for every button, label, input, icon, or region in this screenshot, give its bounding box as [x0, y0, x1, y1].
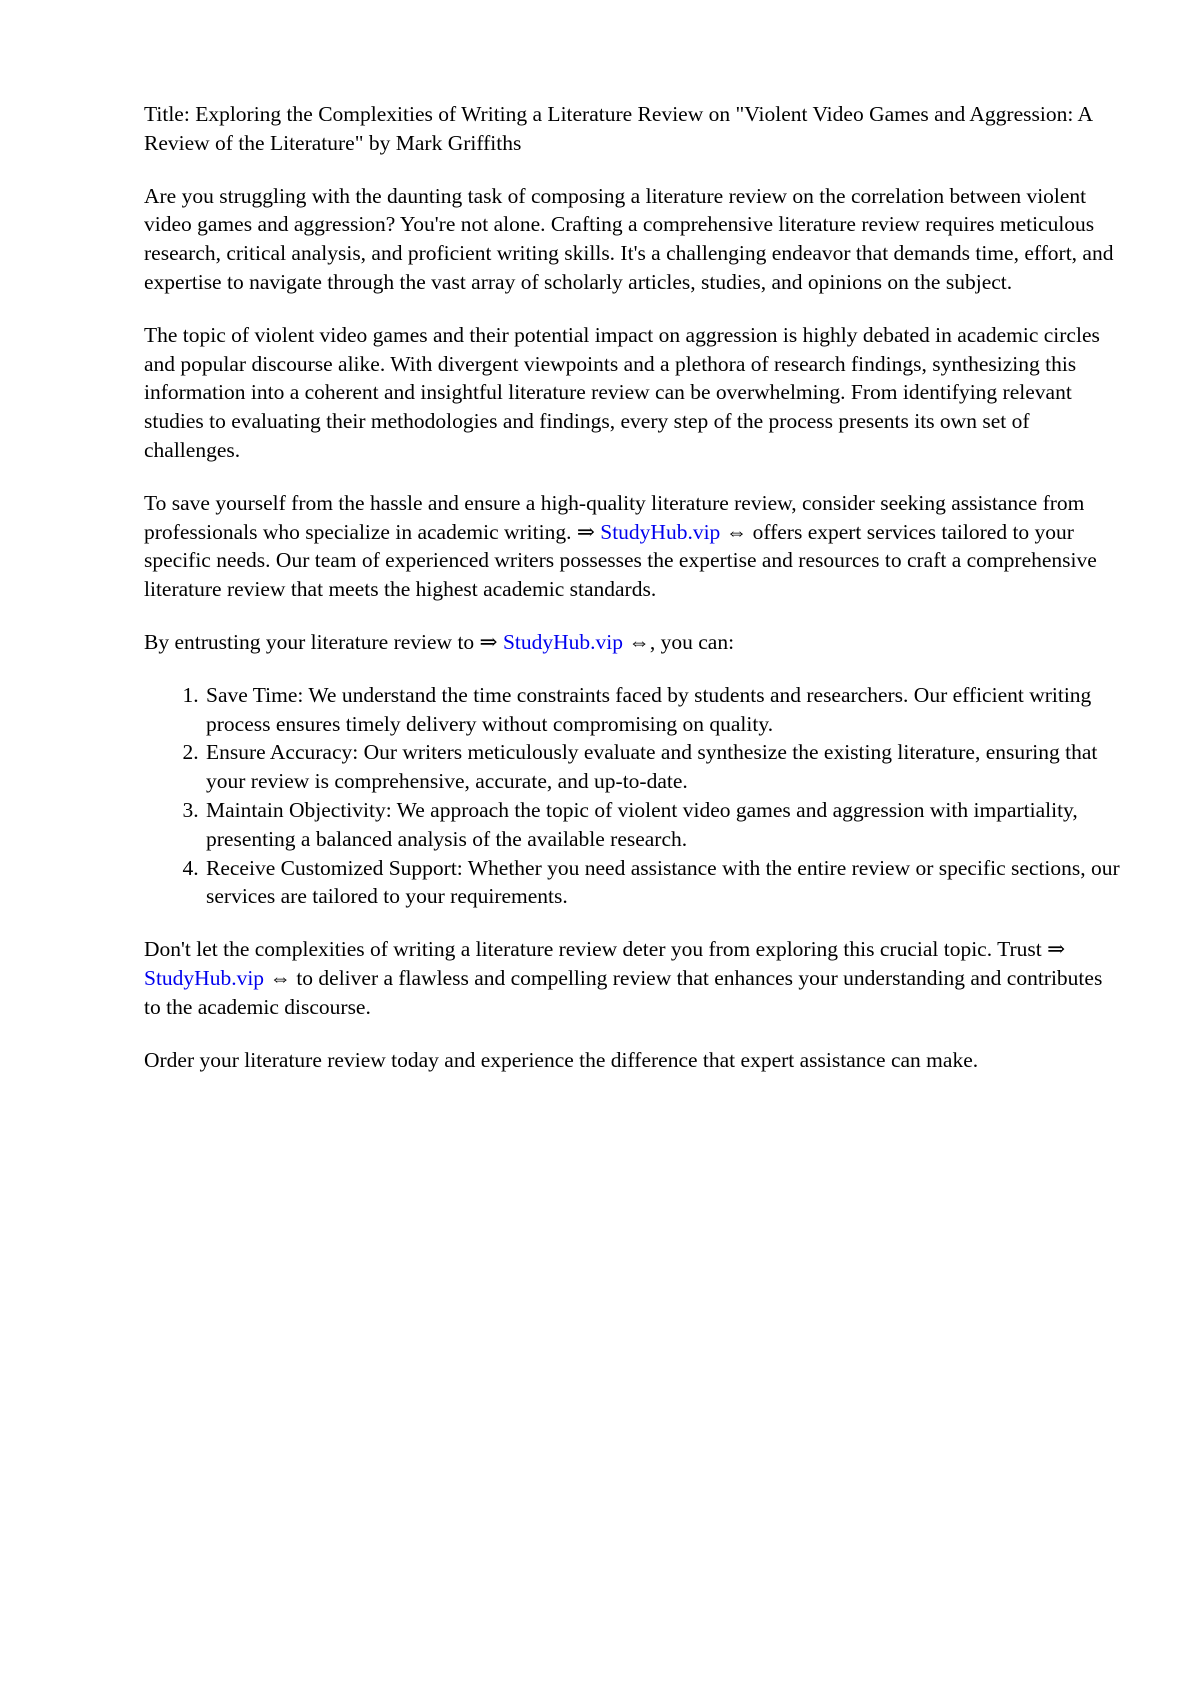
benefits-list [144, 681, 1124, 911]
list-item: 4. Receive Customized Support: Whether you need assistance with the entire review or specific sections, our services are tailored to your requirements. [204, 854, 1124, 912]
closing-paragraph [144, 935, 1124, 1021]
list-item: 1. Save Time: We understand the time constraints faced by students and researchers. Our efficient writing process ensures timely delivery without compromising on quality. [204, 681, 1124, 739]
intro-paragraph: Are you struggling with the daunting task of composing a literature review on the correlation between violent video games and aggression? You're not alone. Crafting a comprehensive literature review requires meticulous research, critical analysis, and proficient writing skills. It's a challenging endeavor that demands time, effort, and expertise to navigate through the vast array of scholarly articles, studies, and opinions on the subject. [144, 183, 1114, 294]
list-item: 3. Maintain Objectivity: We approach the topic of violent video games and aggression with impartiality, presenting a balanced analysis of the available research. [204, 796, 1124, 854]
studyhub-link[interactable]: StudyHub.vip [502, 629, 624, 654]
document-title: Title: Exploring the Complexities of Writing a Literature Review on "Violent Video Games and Aggression: A Review of the Literature" by Mark Griffiths [144, 102, 1092, 155]
assistance-paragraph [144, 489, 1124, 604]
studyhub-link[interactable]: StudyHub.vip [144, 965, 265, 990]
list-item: 2. Ensure Accuracy: Our writers meticulously evaluate and synthesize the existing literature, ensuring that your review is comprehensive, accurate, and up-to-date. [204, 738, 1124, 796]
entrusting-text-after: ⇔, you can: [623, 629, 735, 654]
assistance-text-before: To save yourself from the hassle and ensure a high-quality literature review, consider seeking assistance from professionals who specialize in academic writing. ⇒ [144, 490, 1085, 544]
entrusting-paragraph [144, 628, 1124, 657]
entrusting-text-before: By entrusting your literature review to ⇒ [144, 629, 503, 654]
final-paragraph: Order your literature review today and experience the difference that expert assistance can make. [144, 1047, 979, 1072]
topic-paragraph: The topic of violent video games and their potential impact on aggression is highly debated in academic circles and popular discourse alike. With divergent viewpoints and a plethora of research findings, synthesizing this information into a coherent and insightful literature review can be overwhelming. From identifying relevant studies to evaluating their methodologies and findings, every step of the process presents its own set of challenges. [144, 322, 1100, 462]
closing-text-before: Don't let the complexities of writing a literature review deter you from exploring this crucial topic. Trust ⇒ [144, 937, 1066, 962]
document-body [144, 100, 1124, 1098]
assistance-text-after: ⇔ offers expert services tailored to your specific needs. Our team of experienced writers possesses the expertise and resources to craft a comprehensive literature review that meets the highest academic standards. [144, 519, 1097, 602]
closing-text-after: ⇔ to deliver a flawless and compelling review that enhances your understanding and contributes to the academic discourse. [144, 965, 1103, 1019]
studyhub-link[interactable]: StudyHub.vip [600, 519, 721, 544]
